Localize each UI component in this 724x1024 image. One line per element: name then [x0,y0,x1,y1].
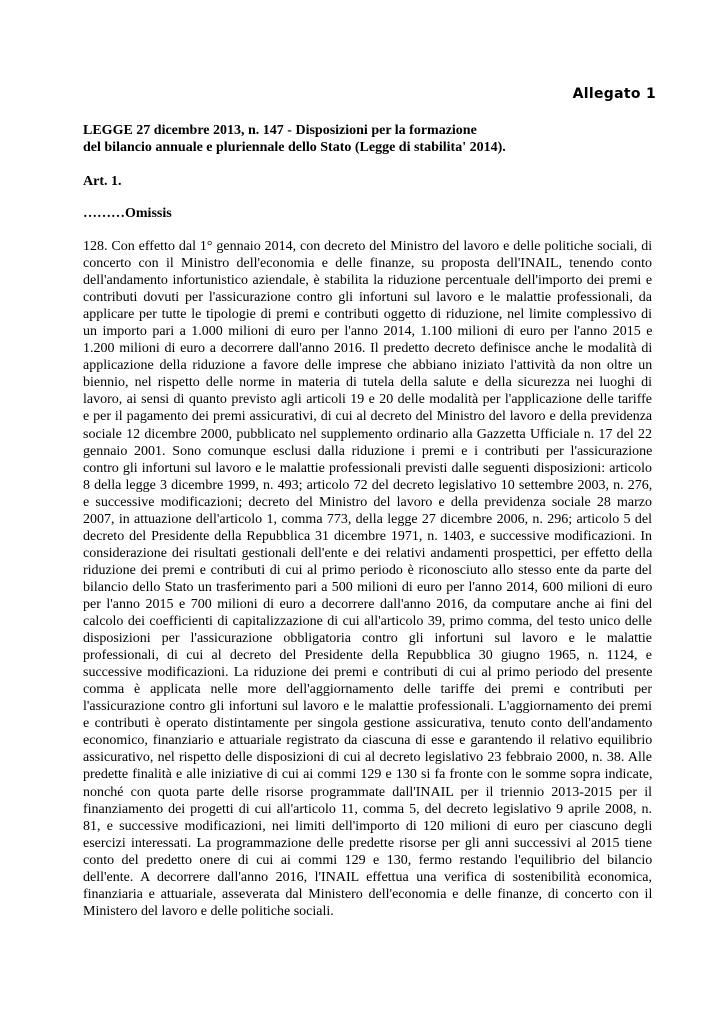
paragraph-line: 8 della legge 3 dicembre 1999, n. 493; articolo 72 del decreto legislativo 10 settembre 2003, n. 276, [83,477,653,493]
article-heading: Art. 1. [83,174,122,189]
paragraph-line: 81, e successive modificazioni, nei limiti dell'importo di 120 milioni di euro per ciascuno degli [83,818,653,834]
paragraph-line: considerazione dei risultati gestionali dell'ente e dei relativi andamenti prospettici, per effetto della [83,545,653,561]
paragraph-line: dell'andamento infortunistico aziendale, è stabilita la riduzione percentuale dell'importo dei premi e [83,273,653,289]
paragraph-line: economico, finanziario e attuariale registrato da ciascuna di esse e garantendo il relativo equilibrio [83,733,653,749]
law-title-line-1: LEGGE 27 dicembre 2013, n. 147 - Disposizioni per la formazione [83,123,477,138]
paragraph-line: applicazione della riduzione a favore delle imprese che abbiano iniziato l'attività da non oltre un [83,358,653,374]
paragraph-line: comma è applicata nelle more dell'aggiornamento delle tariffe dei premi e contributi per [83,682,652,698]
paragraph-line: esercizi interessati. La programmazione delle predette risorse per gli anni successivi al 2015 tiene [83,835,652,851]
paragraph-line: lavoro, ai sensi di quanto previsto agli articoli 19 e 20 delle modalità per l'applicazione delle tariffe [83,392,652,408]
paragraph-line: conto del predetto onere di cui ai commi 129 e 130, fermo restando l'equilibrio del bilancio [83,852,653,868]
paragraph-line: disposizioni per l'assicurazione obbligatoria contro gli infortuni sul lavoro e le malattie [83,631,652,647]
paragraph-line: contro gli infortuni sul lavoro e le malattie professionali previsti dalle seguenti disposizioni: articolo [83,460,653,476]
law-title-line-2: del bilancio annuale e pluriennale dello Stato (Legge di stabilita' 2014). [83,140,506,155]
paragraph-line: contributi dovuti per l'assicurazione contro gli infortuni sul lavoro e le malattie professionali, da [83,290,652,306]
paragraph-line: nonché con quota parte delle risorse programmate dall'INAIL per il triennio 2013-2015 per il [83,784,653,800]
paragraph-128 [83,238,652,920]
paragraph-line: e per il pagamento dei premi assicurativi, di cui al decreto del Ministro del lavoro e della previdenza [83,409,653,425]
paragraph-line: per l'anno 2015 e 700 milioni di euro a decorrere dall'anno 2016, da computare anche ai fini del [83,596,653,612]
paragraph-line: finanziaria e attuariale, asseverata dal Ministero dell'economia e delle finanze, di concerto con il [83,886,653,902]
paragraph-line: dell'ente. A decorrere dall'anno 2016, l'INAIL effettua una verifica di sostenibilità economica, [83,869,652,885]
paragraph-line: e contributi è operato distintamente per singola gestione assicurativa, tenuto conto dell'andamento [83,716,653,732]
paragraph-line: un importo pari a 1.000 milioni di euro per l'anno 2014, 1.100 milioni di euro per l'anno 2015 e [83,324,653,340]
paragraph-line: e successive modificazioni; decreto del Ministro del lavoro e della previdenza sociale 28 marzo [83,494,652,510]
paragraph-line: 1.200 milioni di euro a decorrere dall'anno 2016. Il predetto decreto definisce anche le modalità di [83,341,653,357]
paragraph-line: calcolo dei coefficienti di capitalizzazione di cui all'articolo 39, primo comma, del testo unico delle [83,614,652,630]
paragraph-line: concerto con il Ministro dell'economia e delle finanze, su proposta dell'INAIL, tenendo conto [83,256,652,272]
paragraph-line: professionali, di cui al decreto del Presidente della Repubblica 30 giugno 1965, n. 1124, e [83,648,652,664]
paragraph-line: riduzione dei premi e contributi di cui al primo periodo è riconosciuto allo stesso ente da parte del [83,562,652,578]
paragraph-line: bilancio dello Stato un trasferimento pari a 500 milioni di euro per l'anno 2014, 600 milioni di euro [83,579,653,595]
paragraph-line: sociale 12 dicembre 2000, pubblicato nel supplemento ordinario alla Gazzetta Ufficiale n. 17 del 22 [83,426,652,442]
paragraph-line: l'assicurazione contro gli infortuni sul lavoro e le malattie professionali. L'aggiornamento dei premi [83,699,652,715]
omissis-marker: ………Omissis [83,206,172,221]
paragraph-line: finanziamento dei progetti di cui all'articolo 11, comma 5, del decreto legislativo 9 aprile 2008, n. [83,801,652,817]
law-title [83,122,643,156]
paragraph-line: decreto del Presidente della Repubblica 31 dicembre 1971, n. 1403, e successive modificazioni. In [83,528,652,544]
paragraph-line: Ministero del lavoro e delle politiche sociali. [83,903,334,919]
paragraph-line: predette finalità e alle iniziative di cui ai commi 129 e 130 si fa fronte con le somme sopra indicate, [83,767,653,783]
annex-label: Allegato 1 [572,86,656,102]
paragraph-line: applicare per tutte le tipologie di premi e contributi oggetto di riduzione, nel limite complessivo di [83,307,652,323]
paragraph-line: assicurativo, nel rispetto delle disposizioni di cui al decreto legislativo 23 febbraio 2000, n. 38. Alle [83,750,652,766]
paragraph-line: 2007, in attuazione dell'articolo 1, comma 773, della legge 27 dicembre 2006, n. 296; articolo 5 del [83,511,652,527]
paragraph-line: 128. Con effetto dal 1° gennaio 2014, con decreto del Ministro del lavoro e delle politiche sociali, di [83,239,653,254]
paragraph-line: biennio, nel rispetto delle norme in materia di tutela della salute e della sicurezza nei luoghi di [83,375,652,391]
paragraph-line: gennaio 2001. Sono comunque esclusi dalla riduzione i premi e i contributi per l'assicurazione [83,443,653,459]
paragraph-line: successive modificazioni. La riduzione dei premi e contributi di cui al primo periodo del presente [83,665,653,681]
